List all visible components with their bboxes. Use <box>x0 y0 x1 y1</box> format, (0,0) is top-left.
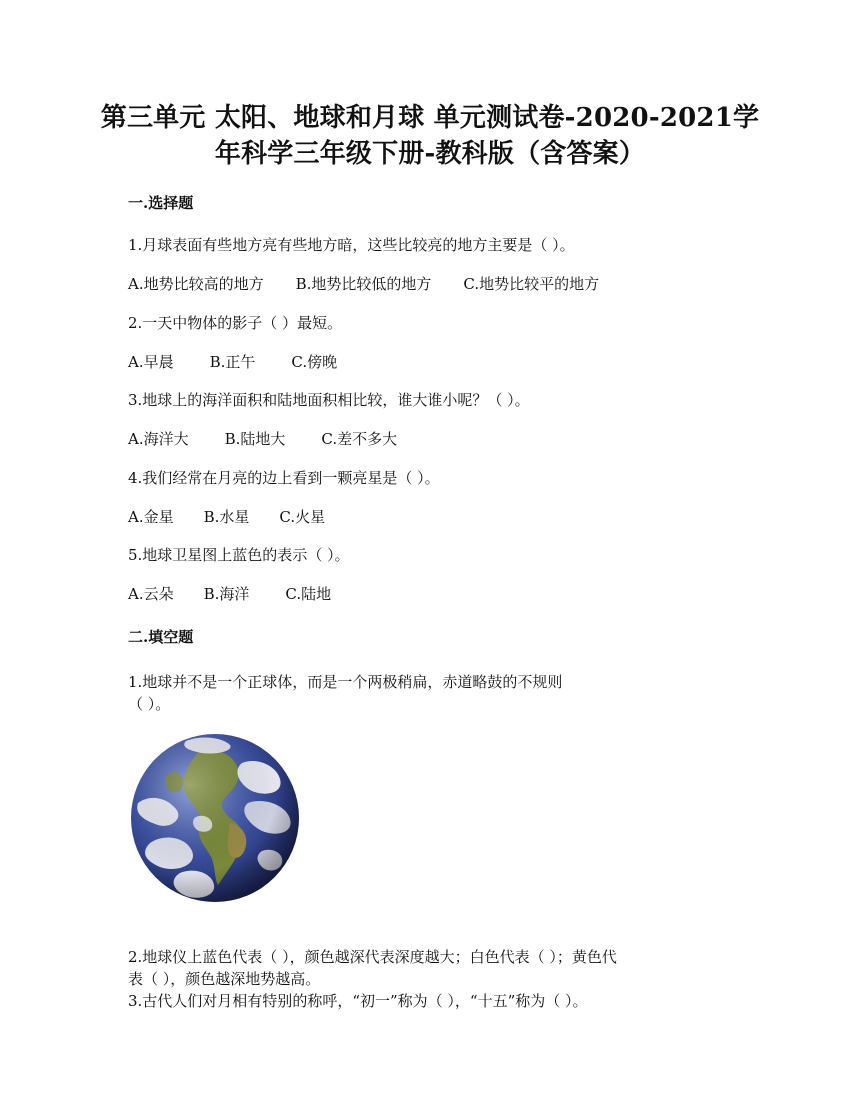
question-3-option-b: B.陆地大 <box>224 430 286 448</box>
question-4-option-c: C.火星 <box>279 508 326 526</box>
question-1-stem: 1.月球表面有些地方亮有些地方暗，这些比较亮的地方主要是（ ）。 <box>128 236 575 254</box>
question-5-options <box>128 584 331 604</box>
fill-question-1-line-1: 1.地球并不是一个正球体，而是一个两极稍扁，赤道略鼓的不规则 <box>128 673 563 691</box>
fill-question-2-line-1: 2.地球仪上蓝色代表（ ），颜色越深代表深度越大；白色代表（ ）；黄色代 <box>128 948 617 966</box>
question-2-stem: 2.一天中物体的影子（ ）最短。 <box>128 314 343 332</box>
question-2-option-b: B.正午 <box>209 353 256 371</box>
question-3-option-a: A.海洋大 <box>128 430 189 448</box>
question-3-option-c: C.差不多大 <box>321 430 398 448</box>
question-4-options <box>128 507 325 527</box>
question-1-options <box>128 274 599 294</box>
document-title-line-2: 年科学三年级下册-教科版（含答案） <box>214 139 646 169</box>
question-2-options <box>128 352 337 372</box>
question-1-option-b: B.地势比较低的地方 <box>295 275 432 293</box>
question-5-option-a: A.云朵 <box>128 585 174 603</box>
question-1-option-a: A.地势比较高的地方 <box>128 275 264 293</box>
question-3-stem: 3.地球上的海洋面积和陆地面积相比较，谁大谁小呢？（ ）。 <box>128 391 530 409</box>
question-1-option-c: C.地势比较平的地方 <box>463 275 600 293</box>
question-3-options <box>128 429 397 449</box>
question-4-option-a: A.金星 <box>128 508 174 526</box>
question-4-option-b: B.水星 <box>203 508 250 526</box>
question-5-option-c: C.陆地 <box>285 585 332 603</box>
fill-question-2-line-2: 表（ ），颜色越深地势越高。 <box>128 970 321 988</box>
section-heading-fill-blank: 二.填空题 <box>128 628 194 646</box>
question-2-option-c: C.傍晚 <box>291 353 338 371</box>
fill-question-1-line-2: （ ）。 <box>128 695 171 713</box>
question-4-stem: 4.我们经常在月亮的边上看到一颗亮星是（ ）。 <box>128 469 440 487</box>
question-5-option-b: B.海洋 <box>203 585 250 603</box>
section-heading-choice: 一.选择题 <box>128 194 194 212</box>
earth-globe-icon <box>130 733 300 903</box>
question-2-option-a: A.早晨 <box>128 353 174 371</box>
document-title-line-1: 第三单元 太阳、地球和月球 单元测试卷-2020-2021学 <box>100 103 760 133</box>
fill-question-3-line-1: 3.古代人们对月相有特别的称呼，“初一”称为（ ），“十五”称为（ ）。 <box>128 992 588 1010</box>
question-5-stem: 5.地球卫星图上蓝色的表示（ ）。 <box>128 546 350 564</box>
